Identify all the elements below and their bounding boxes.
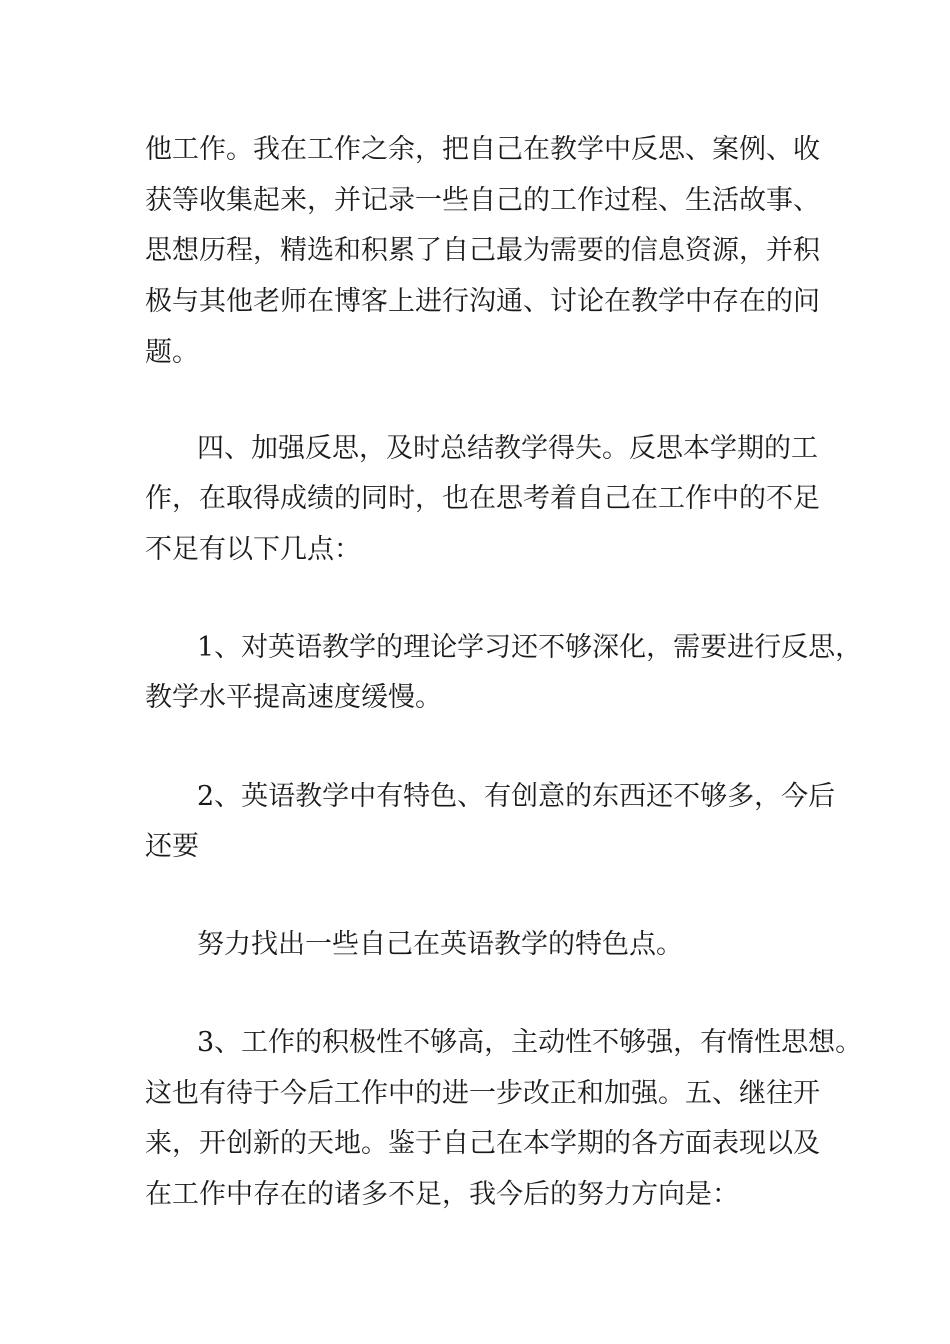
text-line: 获等收集起来，并记录一些自己的工作过程、生活故事、 <box>145 185 820 216</box>
text-line: 2、英语教学中有特色、有创意的东西还不够多，今后 <box>197 781 836 812</box>
text-line: 在工作中存在的诸多不足，我今后的努力方向是： <box>145 1179 739 1210</box>
text-line: 来，开创新的天地。鉴于自己在本学期的各方面表现以及 <box>145 1128 820 1159</box>
text-line: 教学水平提高速度缓慢。 <box>145 682 442 713</box>
text-line: 题。 <box>145 337 199 368</box>
text-line: 作，在取得成绩的同时，也在思考着自己在工作中的不足 <box>145 483 820 514</box>
text-line: 努力找出一些自己在英语教学的特色点。 <box>197 929 683 960</box>
text-line: 极与其他老师在博客上进行沟通、讨论在教学中存在的问 <box>145 286 820 317</box>
text-line: 四、加强反思，及时总结教学得失。反思本学期的工 <box>197 433 818 464</box>
text-line: 1、对英语教学的理论学习还不够深化，需要进行反思， <box>197 632 863 663</box>
text-line: 3、工作的积极性不够高，主动性不够强，有惰性思想。 <box>197 1027 863 1058</box>
text-line: 还要 <box>145 831 199 862</box>
text-line: 这也有待于今后工作中的进一步改正和加强。五、继往开 <box>145 1078 820 1109</box>
text-line: 思想历程，精选和积累了自己最为需要的信息资源，并积 <box>145 235 820 266</box>
text-line: 不足有以下几点： <box>145 534 361 565</box>
text-line: 他工作。我在工作之余，把自己在教学中反思、案例、收 <box>145 134 820 165</box>
